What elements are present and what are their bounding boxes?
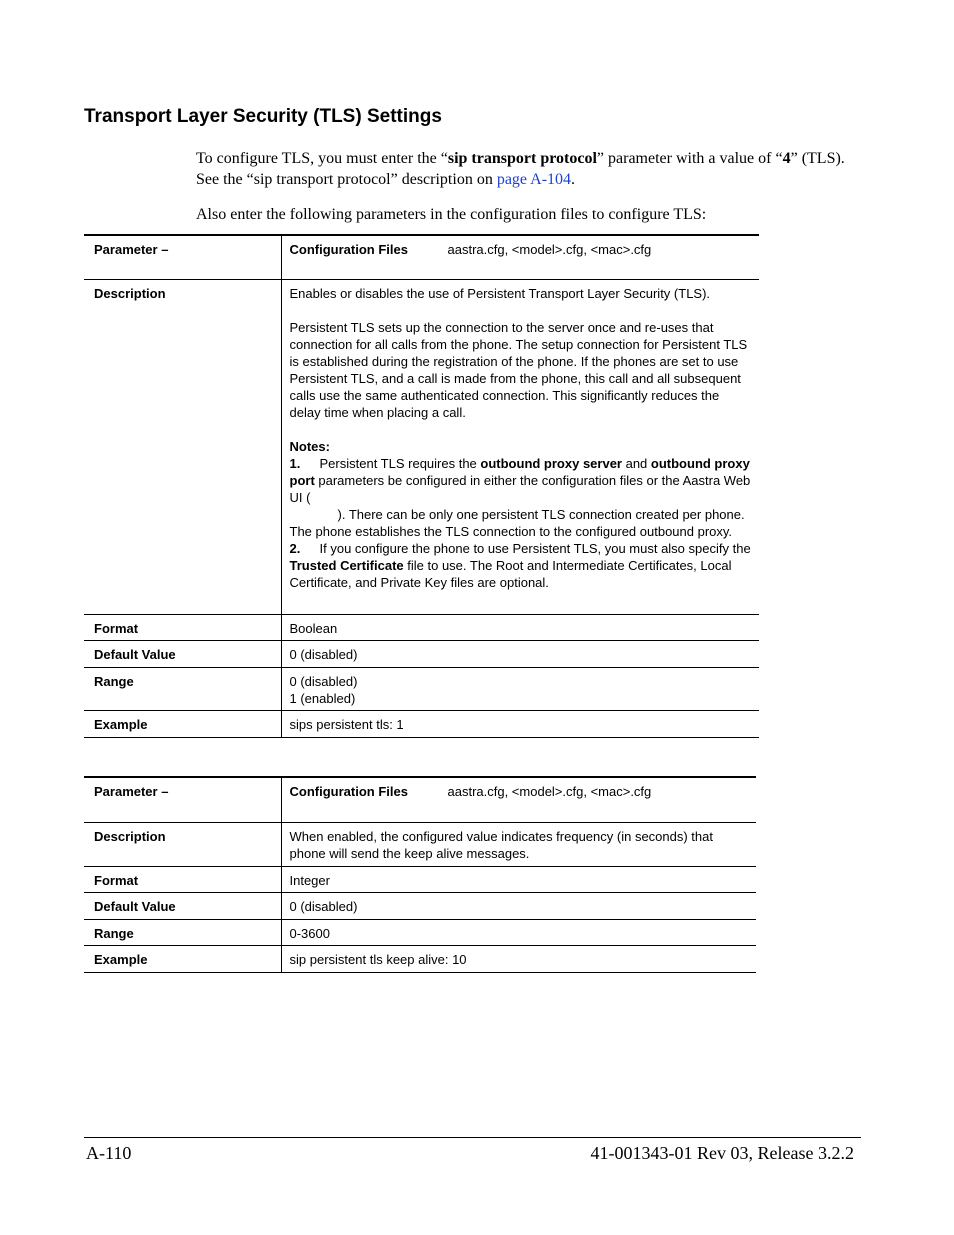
example-label: Example (84, 710, 281, 737)
note-1: 1. Persistent TLS requires the outbound proxy server and outbound proxy port parameters be configured in either the configuration files or the Aastra Web UI ( ). There can be only one persistent TLS connection created per phone. The phone establishes the TLS connection to the configured outbound proxy. (289, 455, 751, 539)
description-value (281, 279, 759, 614)
config-files-value: aastra.cfg, <model>.cfg, <mac>.cfg (447, 784, 652, 799)
default-value: 0 (disabled) (289, 646, 358, 662)
table-row (84, 667, 759, 710)
config-files-label: Configuration Files (289, 784, 408, 799)
description-value: When enabled, the configured value indicates frequency (in seconds) that phone will send the keep alive messages. (289, 828, 713, 861)
intro-paragraph-2: Also enter the following parameters in the configuration files to configure TLS: (196, 206, 707, 223)
intro-param-name: sip transport protocol (447, 150, 597, 167)
section-heading: Transport Layer Security (TLS) Settings (84, 106, 442, 127)
table-row (84, 640, 759, 667)
config-files-label: Configuration Files (289, 242, 408, 257)
intro-text: . (571, 171, 576, 188)
default-label: Default Value (84, 892, 281, 919)
document-id: 41-001343-01 Rev 03, Release 3.2.2 (590, 1143, 854, 1163)
config-files-value: aastra.cfg, <model>.cfg, <mac>.cfg (447, 242, 652, 257)
description-label: Description (84, 279, 281, 614)
example-label: Example (84, 945, 281, 972)
table-row (84, 279, 759, 614)
default-value: 0 (disabled) (289, 898, 358, 914)
range-value: 0-3600 (289, 925, 330, 941)
example-value: sip persistent tls keep alive: 10 (289, 951, 467, 967)
intro-paragraph (196, 148, 846, 190)
description-text: Persistent TLS sets up the connection to the server once and re-uses that connection for all calls from the phone. The setup connection for Persistent TLS is established during the registration of the phone. If the phones are set to use Persistent TLS, and a call is made from the phone, this call and all subsequent calls use the same authenticated connection. This significantly reduces the delay time when placing a call. (289, 319, 748, 420)
table-row (84, 235, 759, 279)
format-value: Boolean (289, 620, 338, 636)
range-label: Range (84, 919, 281, 945)
page-link[interactable]: page A-104 (496, 171, 572, 188)
table-row (84, 777, 756, 822)
param-label: Parameter – (84, 235, 281, 279)
format-label: Format (84, 614, 281, 640)
range-label: Range (84, 667, 281, 710)
intro-text: ” (TLS). See the “sip transport protocol” description on (196, 150, 845, 188)
table-row (84, 892, 756, 919)
page-number: A-110 (86, 1143, 132, 1163)
example-value: sips persistent tls: 1 (289, 716, 404, 732)
config-files-cell (281, 235, 759, 279)
table-row (84, 710, 759, 737)
description-text: Enables or disables the use of Persistent Transport Layer Security (TLS). (289, 285, 711, 301)
tls-persistent-table (84, 234, 759, 738)
table-row (84, 919, 756, 945)
intro-param-value: 4 (782, 150, 791, 167)
intro-text: To configure TLS, you must enter the “ (196, 150, 448, 167)
table-row (84, 822, 756, 866)
range-value: 0 (disabled) 1 (enabled) (289, 673, 358, 706)
footer-divider (84, 1137, 861, 1138)
intro-text: ” parameter with a value of “ (596, 150, 783, 167)
table-row (84, 866, 756, 892)
format-label: Format (84, 866, 281, 892)
config-files-cell (281, 777, 756, 822)
table-row (84, 614, 759, 640)
description-label: Description (84, 822, 281, 866)
default-label: Default Value (84, 640, 281, 667)
notes-label: Notes: (289, 438, 330, 454)
param-label: Parameter – (84, 777, 281, 822)
tls-keepalive-table (84, 776, 756, 973)
table-row (84, 945, 756, 972)
format-value: Integer (289, 872, 330, 888)
note-2: 2. If you configure the phone to use Persistent TLS, you must also specify the Trusted Certificate file to use. The Root and Intermediate Certificates, Local Certificate, and Private Key files are optional. (289, 540, 751, 590)
